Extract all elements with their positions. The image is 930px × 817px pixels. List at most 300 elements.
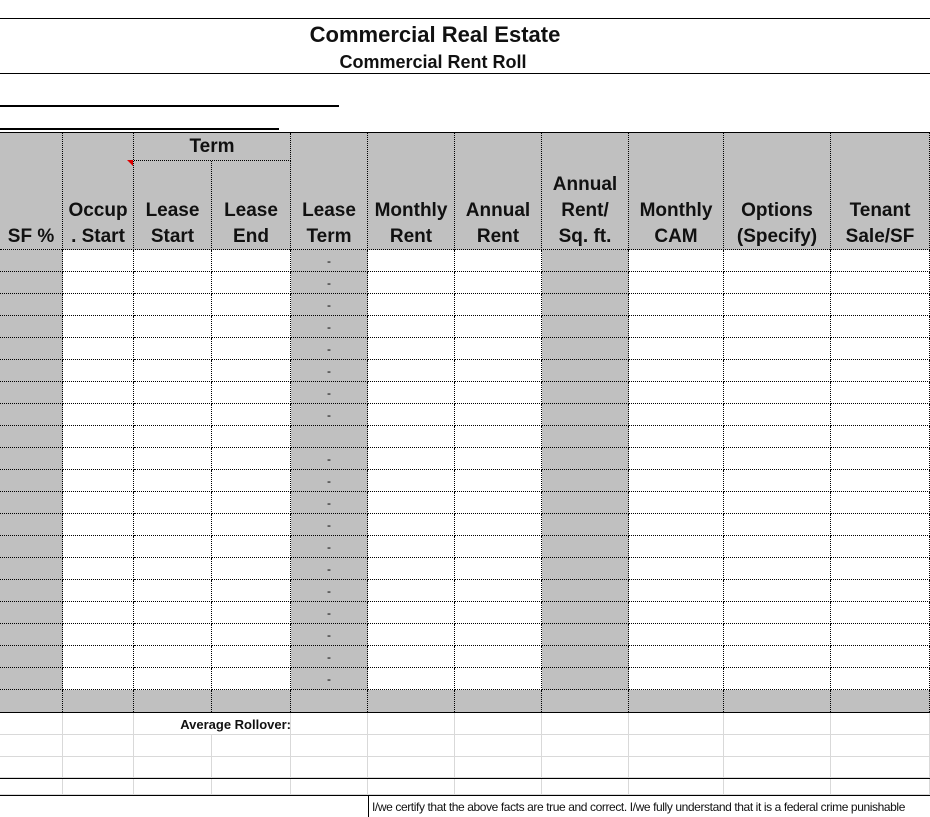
- cell-lease-end[interactable]: [212, 646, 291, 668]
- cell-sf-pct[interactable]: [0, 492, 63, 514]
- cell-occup-start[interactable]: [63, 470, 134, 492]
- cell-lease-start[interactable]: [134, 272, 212, 294]
- cell-lease-term[interactable]: -: [291, 250, 368, 272]
- cell-lease-term[interactable]: -: [291, 558, 368, 580]
- summary-cell[interactable]: [291, 713, 368, 735]
- cell-monthly-rent[interactable]: [368, 646, 455, 668]
- cell-monthly-rent[interactable]: [368, 294, 455, 316]
- summary-cell[interactable]: [134, 757, 212, 778]
- cell-monthly-cam[interactable]: [629, 294, 724, 316]
- cell-tenant-sale-sf[interactable]: [831, 316, 930, 338]
- cell-monthly-cam[interactable]: [629, 426, 724, 448]
- cell-lease-start[interactable]: [134, 404, 212, 426]
- cell-options[interactable]: [724, 250, 831, 272]
- summary-cell[interactable]: [63, 757, 134, 778]
- cell-annual-rent[interactable]: [455, 426, 542, 448]
- summary-cell[interactable]: [212, 779, 291, 795]
- total-cell-sf-pct[interactable]: [0, 690, 63, 712]
- cell-options[interactable]: [724, 294, 831, 316]
- cell-options[interactable]: [724, 448, 831, 470]
- cell-options[interactable]: [724, 536, 831, 558]
- column-header-monthly-cam[interactable]: [629, 133, 724, 250]
- cell-lease-end[interactable]: [212, 404, 291, 426]
- cell-annual-rent[interactable]: [455, 382, 542, 404]
- summary-cell[interactable]: [212, 757, 291, 778]
- cell-lease-term[interactable]: -: [291, 338, 368, 360]
- cell-occup-start[interactable]: [63, 250, 134, 272]
- cell-tenant-sale-sf[interactable]: [831, 668, 930, 690]
- cell-tenant-sale-sf[interactable]: [831, 580, 930, 602]
- cell-lease-term[interactable]: -: [291, 536, 368, 558]
- cell-lease-end[interactable]: [212, 492, 291, 514]
- cell-lease-end[interactable]: [212, 316, 291, 338]
- summary-cell[interactable]: [368, 713, 455, 735]
- cell-annual-rent-sqft[interactable]: [542, 624, 629, 646]
- cell-annual-rent-sqft[interactable]: [542, 668, 629, 690]
- cell-annual-rent-sqft[interactable]: [542, 558, 629, 580]
- cell-options[interactable]: [724, 580, 831, 602]
- cell-sf-pct[interactable]: [0, 426, 63, 448]
- cell-monthly-rent[interactable]: [368, 382, 455, 404]
- cell-monthly-cam[interactable]: [629, 514, 724, 536]
- cell-lease-term[interactable]: -: [291, 514, 368, 536]
- cell-occup-start[interactable]: [63, 360, 134, 382]
- cell-lease-start[interactable]: [134, 668, 212, 690]
- cell-annual-rent[interactable]: [455, 514, 542, 536]
- cell-sf-pct[interactable]: [0, 470, 63, 492]
- cell-lease-end[interactable]: [212, 448, 291, 470]
- cell-monthly-rent[interactable]: [368, 514, 455, 536]
- column-header-lease-start[interactable]: [134, 161, 212, 250]
- cell-monthly-rent[interactable]: [368, 338, 455, 360]
- cell-annual-rent[interactable]: [455, 602, 542, 624]
- cell-monthly-cam[interactable]: [629, 558, 724, 580]
- comment-indicator-icon[interactable]: [127, 160, 133, 166]
- cell-monthly-rent[interactable]: [368, 580, 455, 602]
- cell-annual-rent[interactable]: [455, 492, 542, 514]
- cell-monthly-cam[interactable]: [629, 338, 724, 360]
- cell-tenant-sale-sf[interactable]: [831, 294, 930, 316]
- cell-annual-rent[interactable]: [455, 646, 542, 668]
- cell-tenant-sale-sf[interactable]: [831, 448, 930, 470]
- cell-sf-pct[interactable]: [0, 382, 63, 404]
- summary-cell[interactable]: [724, 735, 831, 757]
- cell-options[interactable]: [724, 624, 831, 646]
- cell-options[interactable]: [724, 558, 831, 580]
- cell-occup-start[interactable]: [63, 492, 134, 514]
- cell-annual-rent[interactable]: [455, 470, 542, 492]
- cell-monthly-rent[interactable]: [368, 624, 455, 646]
- cell-lease-start[interactable]: [134, 492, 212, 514]
- column-header-tenant-sale-sf[interactable]: [831, 133, 930, 250]
- summary-cell[interactable]: [455, 779, 542, 795]
- summary-cell[interactable]: [0, 735, 63, 757]
- cell-lease-term[interactable]: -: [291, 448, 368, 470]
- cell-annual-rent[interactable]: [455, 668, 542, 690]
- cell-annual-rent[interactable]: [455, 272, 542, 294]
- summary-cell[interactable]: [63, 735, 134, 757]
- summary-cell[interactable]: [0, 779, 63, 795]
- cell-occup-start[interactable]: [63, 382, 134, 404]
- cell-options[interactable]: [724, 316, 831, 338]
- column-header-options[interactable]: [724, 133, 831, 250]
- column-header-text: Annual: [465, 200, 531, 221]
- cell-lease-start[interactable]: [134, 426, 212, 448]
- cell-lease-term[interactable]: -: [291, 360, 368, 382]
- cell-monthly-cam[interactable]: [629, 624, 724, 646]
- summary-cell[interactable]: [629, 735, 724, 757]
- cell-lease-end[interactable]: [212, 536, 291, 558]
- cell-lease-start[interactable]: [134, 580, 212, 602]
- column-header-text: Annual: [552, 174, 618, 195]
- summary-cell[interactable]: [629, 779, 724, 795]
- cell-monthly-cam[interactable]: [629, 448, 724, 470]
- cell-lease-start[interactable]: [134, 624, 212, 646]
- cell-monthly-rent[interactable]: [368, 250, 455, 272]
- cell-lease-end[interactable]: [212, 514, 291, 536]
- cell-annual-rent-sqft[interactable]: [542, 580, 629, 602]
- cell-monthly-rent[interactable]: [368, 404, 455, 426]
- summary-cell[interactable]: [629, 757, 724, 778]
- cell-annual-rent-sqft[interactable]: [542, 294, 629, 316]
- cell-sf-pct[interactable]: [0, 580, 63, 602]
- cell-annual-rent[interactable]: [455, 580, 542, 602]
- cell-lease-start[interactable]: [134, 250, 212, 272]
- cell-monthly-rent[interactable]: [368, 448, 455, 470]
- total-cell-annual-rent-sqft[interactable]: [542, 690, 629, 712]
- column-header-text: Rent: [476, 226, 520, 247]
- cell-lease-end[interactable]: [212, 624, 291, 646]
- cell-lease-term[interactable]: [291, 426, 368, 448]
- cell-annual-rent-sqft[interactable]: [542, 316, 629, 338]
- summary-cell[interactable]: [724, 779, 831, 795]
- cell-tenant-sale-sf[interactable]: [831, 514, 930, 536]
- cell-sf-pct[interactable]: [0, 294, 63, 316]
- summary-cell[interactable]: [831, 757, 930, 778]
- cell-lease-start[interactable]: [134, 536, 212, 558]
- cell-lease-end[interactable]: [212, 382, 291, 404]
- summary-cell[interactable]: [455, 735, 542, 757]
- cell-options[interactable]: [724, 470, 831, 492]
- cell-annual-rent-sqft[interactable]: [542, 470, 629, 492]
- summary-cell[interactable]: [0, 757, 63, 778]
- cell-lease-start[interactable]: [134, 360, 212, 382]
- summary-cell[interactable]: [134, 779, 212, 795]
- cell-sf-pct[interactable]: [0, 448, 63, 470]
- column-header-annual-rent-sqft[interactable]: [542, 133, 629, 250]
- summary-cell[interactable]: [542, 735, 629, 757]
- cell-sf-pct[interactable]: [0, 536, 63, 558]
- cell-occup-start[interactable]: [63, 668, 134, 690]
- cell-sf-pct[interactable]: [0, 316, 63, 338]
- cell-annual-rent[interactable]: [455, 360, 542, 382]
- total-cell-occup-start[interactable]: [63, 690, 134, 712]
- cell-lease-term[interactable]: -: [291, 316, 368, 338]
- summary-cell[interactable]: [724, 757, 831, 778]
- cell-sf-pct[interactable]: [0, 272, 63, 294]
- cell-annual-rent[interactable]: [455, 338, 542, 360]
- cell-monthly-rent[interactable]: [368, 360, 455, 382]
- summary-cell[interactable]: [368, 735, 455, 757]
- cell-occup-start[interactable]: [63, 536, 134, 558]
- cell-sf-pct[interactable]: [0, 558, 63, 580]
- cell-occup-start[interactable]: [63, 624, 134, 646]
- summary-cell[interactable]: [291, 735, 368, 757]
- cell-sf-pct[interactable]: [0, 624, 63, 646]
- cell-tenant-sale-sf[interactable]: [831, 404, 930, 426]
- cell-annual-rent-sqft[interactable]: [542, 272, 629, 294]
- cell-lease-term[interactable]: -: [291, 382, 368, 404]
- column-header-lease-term[interactable]: [291, 133, 368, 250]
- cell-monthly-cam[interactable]: [629, 646, 724, 668]
- cell-monthly-cam[interactable]: [629, 316, 724, 338]
- cell-monthly-cam[interactable]: [629, 272, 724, 294]
- blank-field-line-2[interactable]: [0, 128, 279, 130]
- cell-lease-term[interactable]: -: [291, 668, 368, 690]
- cell-lease-term[interactable]: -: [291, 580, 368, 602]
- cell-lease-start[interactable]: [134, 294, 212, 316]
- cell-tenant-sale-sf[interactable]: [831, 536, 930, 558]
- cell-annual-rent-sqft[interactable]: [542, 426, 629, 448]
- cell-monthly-rent[interactable]: [368, 470, 455, 492]
- summary-cell[interactable]: [542, 713, 629, 735]
- cell-lease-start[interactable]: [134, 382, 212, 404]
- cell-lease-start[interactable]: [134, 470, 212, 492]
- cell-lease-end[interactable]: [212, 294, 291, 316]
- cell-lease-end[interactable]: [212, 338, 291, 360]
- cell-options[interactable]: [724, 514, 831, 536]
- cell-annual-rent-sqft[interactable]: [542, 536, 629, 558]
- cell-lease-term[interactable]: -: [291, 470, 368, 492]
- cell-lease-term[interactable]: -: [291, 492, 368, 514]
- total-cell-lease-start[interactable]: [134, 690, 212, 712]
- total-cell-monthly-rent[interactable]: [368, 690, 455, 712]
- column-header-annual-rent[interactable]: [455, 133, 542, 250]
- term-group-header: Term: [134, 133, 291, 161]
- total-cell-options[interactable]: [724, 690, 831, 712]
- cell-occup-start[interactable]: [63, 558, 134, 580]
- cell-tenant-sale-sf[interactable]: [831, 426, 930, 448]
- cell-monthly-cam[interactable]: [629, 492, 724, 514]
- cell-lease-start[interactable]: [134, 316, 212, 338]
- cell-sf-pct[interactable]: [0, 602, 63, 624]
- summary-cell[interactable]: [134, 713, 212, 735]
- cell-options[interactable]: [724, 668, 831, 690]
- cell-monthly-rent[interactable]: [368, 602, 455, 624]
- cell-lease-term[interactable]: -: [291, 602, 368, 624]
- certification-text: I/we certify that the above facts are true and correct. I/we fully understand that it is a federal crime punishable: [368, 796, 930, 817]
- cell-annual-rent-sqft[interactable]: [542, 360, 629, 382]
- cell-tenant-sale-sf[interactable]: [831, 492, 930, 514]
- title-bottom-border: [0, 73, 930, 74]
- column-header-sf-pct[interactable]: [0, 133, 63, 250]
- cell-occup-start[interactable]: [63, 272, 134, 294]
- cell-lease-start[interactable]: [134, 338, 212, 360]
- column-header-occup-start[interactable]: [63, 133, 134, 250]
- cell-occup-start[interactable]: [63, 448, 134, 470]
- cell-monthly-rent[interactable]: [368, 536, 455, 558]
- cell-annual-rent-sqft[interactable]: [542, 448, 629, 470]
- cell-tenant-sale-sf[interactable]: [831, 338, 930, 360]
- cell-occup-start[interactable]: [63, 646, 134, 668]
- cell-lease-start[interactable]: [134, 646, 212, 668]
- cell-monthly-rent[interactable]: [368, 272, 455, 294]
- cell-annual-rent-sqft[interactable]: [542, 404, 629, 426]
- cell-occup-start[interactable]: [63, 316, 134, 338]
- cell-tenant-sale-sf[interactable]: [831, 646, 930, 668]
- cell-monthly-cam[interactable]: [629, 470, 724, 492]
- cell-lease-end[interactable]: [212, 250, 291, 272]
- cell-occup-start[interactable]: [63, 602, 134, 624]
- cell-monthly-cam[interactable]: [629, 382, 724, 404]
- cell-sf-pct[interactable]: [0, 668, 63, 690]
- summary-cell[interactable]: [629, 713, 724, 735]
- total-cell-lease-term[interactable]: [291, 690, 368, 712]
- cell-annual-rent-sqft[interactable]: [542, 492, 629, 514]
- cell-annual-rent-sqft[interactable]: [542, 646, 629, 668]
- summary-cell[interactable]: [291, 779, 368, 795]
- cell-monthly-cam[interactable]: [629, 536, 724, 558]
- cell-sf-pct[interactable]: [0, 404, 63, 426]
- cell-annual-rent-sqft[interactable]: [542, 602, 629, 624]
- summary-cell[interactable]: [368, 757, 455, 778]
- summary-cell[interactable]: [291, 757, 368, 778]
- cell-lease-term[interactable]: -: [291, 294, 368, 316]
- cell-annual-rent[interactable]: [455, 624, 542, 646]
- cell-occup-start[interactable]: [63, 338, 134, 360]
- cell-sf-pct[interactable]: [0, 338, 63, 360]
- cell-monthly-rent[interactable]: [368, 316, 455, 338]
- total-cell-lease-end[interactable]: [212, 690, 291, 712]
- cell-annual-rent-sqft[interactable]: [542, 382, 629, 404]
- summary-cell[interactable]: [724, 713, 831, 735]
- summary-cell[interactable]: [212, 713, 291, 735]
- cell-occup-start[interactable]: [63, 514, 134, 536]
- cell-options[interactable]: [724, 602, 831, 624]
- cell-annual-rent[interactable]: [455, 404, 542, 426]
- summary-cell[interactable]: [212, 735, 291, 757]
- cell-occup-start[interactable]: [63, 426, 134, 448]
- cell-options[interactable]: [724, 426, 831, 448]
- summary-cell[interactable]: [63, 713, 134, 735]
- cell-lease-term[interactable]: -: [291, 624, 368, 646]
- summary-bottom-border: [0, 778, 930, 779]
- cell-lease-term[interactable]: -: [291, 646, 368, 668]
- cell-options[interactable]: [724, 646, 831, 668]
- cell-tenant-sale-sf[interactable]: [831, 360, 930, 382]
- column-header-monthly-rent[interactable]: [368, 133, 455, 250]
- column-header-lease-end[interactable]: [212, 161, 291, 250]
- cell-options[interactable]: [724, 338, 831, 360]
- blank-field-line-1[interactable]: [0, 105, 339, 107]
- cell-lease-end[interactable]: [212, 272, 291, 294]
- summary-cell[interactable]: [831, 735, 930, 757]
- column-header-text: Monthly: [639, 200, 713, 221]
- summary-cell[interactable]: [831, 713, 930, 735]
- cell-annual-rent[interactable]: [455, 558, 542, 580]
- cell-tenant-sale-sf[interactable]: [831, 558, 930, 580]
- column-header-text: Options: [741, 200, 813, 221]
- cell-tenant-sale-sf[interactable]: [831, 624, 930, 646]
- cell-lease-term[interactable]: -: [291, 404, 368, 426]
- cell-tenant-sale-sf[interactable]: [831, 250, 930, 272]
- cell-lease-end[interactable]: [212, 668, 291, 690]
- cell-lease-end[interactable]: [212, 580, 291, 602]
- cell-annual-rent-sqft[interactable]: [542, 338, 629, 360]
- cell-annual-rent-sqft[interactable]: [542, 514, 629, 536]
- cell-annual-rent[interactable]: [455, 316, 542, 338]
- cell-occup-start[interactable]: [63, 404, 134, 426]
- cell-annual-rent[interactable]: [455, 536, 542, 558]
- total-cell-tenant-sale-sf[interactable]: [831, 690, 930, 712]
- cell-lease-end[interactable]: [212, 426, 291, 448]
- summary-cell[interactable]: [455, 757, 542, 778]
- cell-monthly-rent[interactable]: [368, 492, 455, 514]
- cell-lease-term[interactable]: -: [291, 272, 368, 294]
- summary-cell[interactable]: [368, 779, 455, 795]
- cell-annual-rent[interactable]: [455, 250, 542, 272]
- column-header-text: Sq. ft.: [558, 226, 612, 247]
- cell-lease-end[interactable]: [212, 558, 291, 580]
- summary-cell[interactable]: [542, 779, 629, 795]
- total-cell-annual-rent[interactable]: [455, 690, 542, 712]
- cell-sf-pct[interactable]: [0, 646, 63, 668]
- cell-sf-pct[interactable]: [0, 250, 63, 272]
- cell-occup-start[interactable]: [63, 580, 134, 602]
- cell-annual-rent[interactable]: [455, 294, 542, 316]
- column-header-text: CAM: [654, 226, 698, 247]
- cell-tenant-sale-sf[interactable]: [831, 272, 930, 294]
- summary-cell[interactable]: [831, 779, 930, 795]
- total-cell-monthly-cam[interactable]: [629, 690, 724, 712]
- summary-cell[interactable]: [455, 713, 542, 735]
- cell-monthly-cam[interactable]: [629, 404, 724, 426]
- cell-lease-end[interactable]: [212, 602, 291, 624]
- cell-monthly-rent[interactable]: [368, 668, 455, 690]
- cell-annual-rent[interactable]: [455, 448, 542, 470]
- cell-options[interactable]: [724, 382, 831, 404]
- summary-cell[interactable]: [0, 713, 63, 735]
- cell-occup-start[interactable]: [63, 294, 134, 316]
- cell-sf-pct[interactable]: [0, 514, 63, 536]
- cell-tenant-sale-sf[interactable]: [831, 602, 930, 624]
- cell-monthly-rent[interactable]: [368, 426, 455, 448]
- cell-lease-start[interactable]: [134, 448, 212, 470]
- cell-lease-start[interactable]: [134, 602, 212, 624]
- summary-cell[interactable]: [63, 779, 134, 795]
- cell-lease-end[interactable]: [212, 360, 291, 382]
- cell-monthly-cam[interactable]: [629, 360, 724, 382]
- cell-monthly-cam[interactable]: [629, 668, 724, 690]
- cell-monthly-cam[interactable]: [629, 250, 724, 272]
- cell-tenant-sale-sf[interactable]: [831, 470, 930, 492]
- summary-cell[interactable]: [542, 757, 629, 778]
- cell-annual-rent-sqft[interactable]: [542, 250, 629, 272]
- cell-monthly-cam[interactable]: [629, 580, 724, 602]
- cell-options[interactable]: [724, 404, 831, 426]
- cell-tenant-sale-sf[interactable]: [831, 382, 930, 404]
- cell-sf-pct[interactable]: [0, 360, 63, 382]
- cell-lease-start[interactable]: [134, 514, 212, 536]
- cell-monthly-rent[interactable]: [368, 558, 455, 580]
- cell-lease-start[interactable]: [134, 558, 212, 580]
- cell-lease-end[interactable]: [212, 470, 291, 492]
- cell-options[interactable]: [724, 360, 831, 382]
- cell-monthly-cam[interactable]: [629, 602, 724, 624]
- cell-options[interactable]: [724, 272, 831, 294]
- summary-cell[interactable]: [134, 735, 212, 757]
- cell-options[interactable]: [724, 492, 831, 514]
